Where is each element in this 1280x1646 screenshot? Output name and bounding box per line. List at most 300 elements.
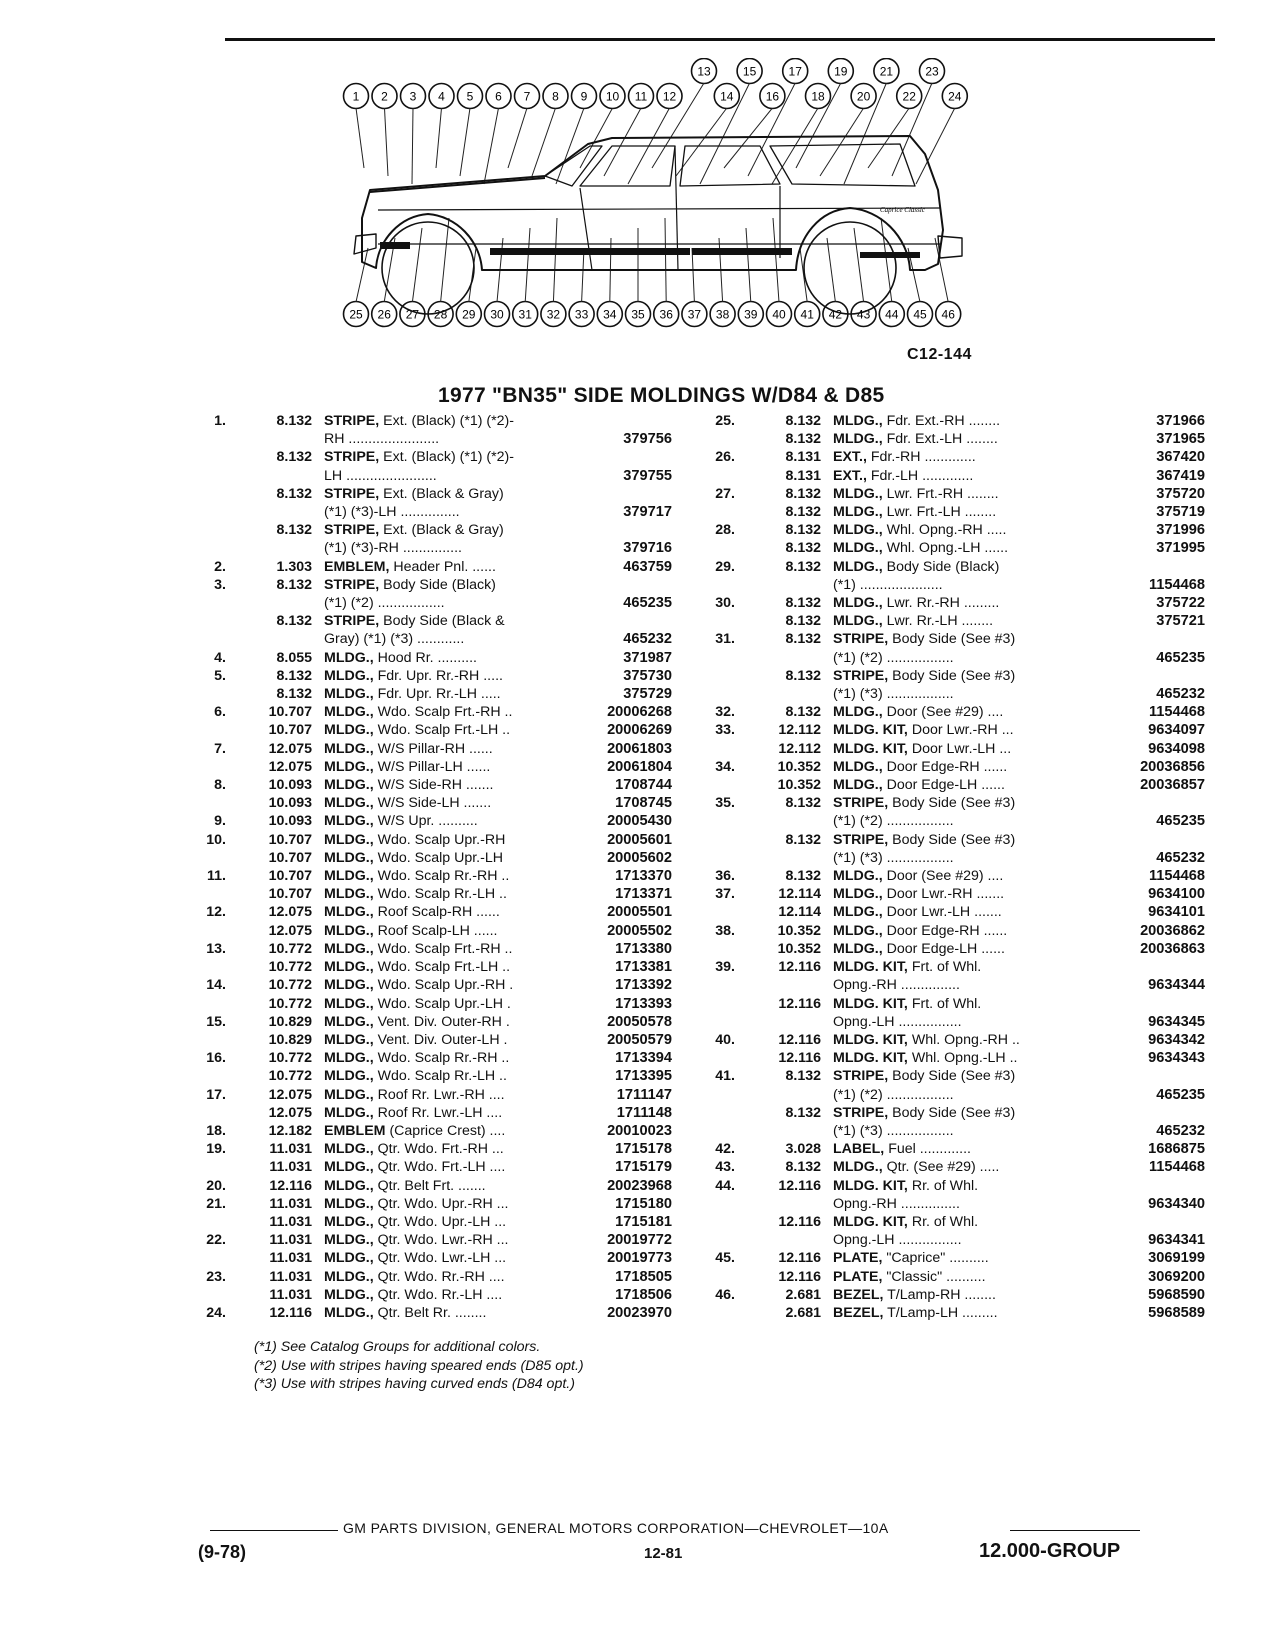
description-text: Ext. (Black & Gray) — [383, 522, 504, 539]
catalog-group: 2.681 — [785, 1286, 821, 1303]
catalog-group: 8.132 — [785, 504, 821, 521]
catalog-group: 10.772 — [268, 959, 312, 976]
catalog-group: 8.132 — [276, 667, 312, 684]
part-name: LABEL, — [833, 1141, 885, 1158]
part-row — [705, 758, 1205, 776]
catalog-group: 11.031 — [269, 1159, 312, 1176]
part-row — [705, 448, 1205, 466]
part-row — [705, 1067, 1205, 1103]
part-description-line — [833, 849, 1205, 867]
ref-number: 13. — [206, 940, 226, 957]
part-row — [196, 521, 672, 557]
description-text: (*1) (*3) ................. — [833, 849, 954, 866]
part-description-line — [324, 521, 672, 539]
part-number: 379755 — [623, 467, 672, 484]
ref-number: 22. — [206, 1232, 226, 1249]
part-name: MLDG., — [324, 1304, 374, 1321]
part-description-line — [833, 685, 1205, 703]
catalog-group: 10.352 — [777, 940, 821, 957]
description-text: (*1) (*3)-RH ............... — [324, 540, 462, 557]
part-row — [196, 776, 672, 794]
ref-number: 28. — [715, 522, 735, 539]
part-row — [196, 1140, 672, 1158]
ref-number: 32. — [715, 704, 735, 721]
part-name: MLDG., — [324, 849, 374, 866]
part-name: MLDG., — [324, 777, 374, 794]
part-number: 465235 — [1156, 1086, 1205, 1103]
description-text: Door Lwr.-LH ... — [911, 740, 1012, 757]
description-text: (*1) (*2) ................. — [324, 595, 445, 612]
description-text: Lwr. Rr.-RH ......... — [886, 595, 1000, 612]
part-row — [705, 1104, 1205, 1140]
callout-number: 28 — [433, 307, 448, 322]
description-text: (*1) (*3) ................. — [833, 686, 954, 703]
part-row — [196, 1286, 672, 1304]
description-text: Body Side (Black & — [383, 613, 505, 630]
car-body-outline — [354, 136, 962, 314]
catalog-group: 10.352 — [777, 777, 821, 794]
part-row — [196, 685, 672, 703]
catalog-group: 10.707 — [268, 722, 312, 739]
part-row — [196, 812, 672, 830]
callout-number: 23 — [925, 64, 939, 79]
part-row — [196, 1049, 672, 1067]
part-name: PLATE, — [833, 1250, 883, 1267]
catalog-group: 11.031 — [269, 1195, 312, 1212]
part-row — [196, 1213, 672, 1231]
part-name: MLDG., — [324, 667, 374, 684]
part-description-line — [324, 649, 672, 667]
part-name: MLDG., — [324, 1104, 374, 1121]
part-name: MLDG., — [324, 831, 374, 848]
part-row — [196, 1067, 672, 1085]
catalog-group: 12.116 — [778, 1268, 821, 1285]
part-description-line — [324, 430, 672, 448]
catalog-group: 10.829 — [268, 1031, 312, 1048]
part-number: 20005601 — [607, 831, 672, 848]
part-row — [705, 521, 1205, 539]
ref-number: 37. — [715, 886, 735, 903]
description-text: W/S Pillar-LH ...... — [377, 758, 491, 775]
ref-number: 20. — [206, 1177, 226, 1194]
part-name: MLDG., — [324, 1086, 374, 1103]
part-number: 1686875 — [1148, 1141, 1205, 1158]
part-number: 465232 — [1156, 686, 1205, 703]
description-text: Roof Scalp-RH ...... — [377, 904, 500, 921]
ref-number: 27. — [715, 485, 735, 502]
part-name: MLDG., — [324, 1232, 374, 1249]
part-row — [196, 794, 672, 812]
part-row — [196, 721, 672, 739]
part-number: 20005502 — [607, 922, 672, 939]
description-text: Lwr. Frt.-LH ........ — [886, 504, 997, 521]
part-number: 5968589 — [1148, 1304, 1205, 1321]
part-row — [705, 1049, 1205, 1067]
part-number: 1713395 — [615, 1068, 672, 1085]
ref-number: 42. — [715, 1141, 735, 1158]
part-row — [196, 1268, 672, 1286]
part-name: MLDG., — [324, 1031, 374, 1048]
description-text: (Caprice Crest) .... — [389, 1122, 506, 1139]
part-name: MLDG. KIT, — [833, 959, 908, 976]
description-text: Lwr. Frt.-RH ........ — [886, 485, 999, 502]
part-name: STRIPE, — [833, 831, 889, 848]
description-text: Wdo. Scalp Rr.-LH .. — [377, 1068, 507, 1085]
ref-number: 18. — [206, 1122, 226, 1139]
part-row — [196, 703, 672, 721]
description-text: Door Lwr.-LH ....... — [886, 904, 1002, 921]
part-row — [705, 831, 1205, 867]
footnotes — [254, 1338, 584, 1394]
description-text: Body Side (Black) — [886, 558, 1000, 575]
callout-number: 27 — [405, 307, 420, 322]
part-number: 20036863 — [1140, 940, 1205, 957]
description-text: Wdo. Scalp Upr.-RH — [377, 831, 506, 848]
part-description-line — [833, 448, 1205, 466]
part-number: 3069199 — [1148, 1250, 1205, 1267]
part-description-line — [833, 649, 1205, 667]
part-description-line — [833, 958, 1205, 976]
part-description-line — [324, 503, 672, 521]
part-number: 20010023 — [607, 1122, 672, 1139]
part-row — [196, 1177, 672, 1195]
part-name: BEZEL, — [833, 1304, 884, 1321]
callouts-top — [344, 59, 968, 109]
part-name: MLDG., — [324, 686, 374, 703]
part-description-line — [833, 1177, 1205, 1195]
callout-number: 2 — [381, 89, 388, 104]
part-name: MLDG., — [324, 1286, 374, 1303]
catalog-group: 8.132 — [276, 449, 312, 466]
part-row — [705, 503, 1205, 521]
catalog-group: 8.132 — [785, 631, 821, 648]
part-name: MLDG., — [833, 540, 883, 557]
part-number: 20036862 — [1140, 922, 1205, 939]
part-name: MLDG., — [833, 613, 883, 630]
description-text: Wdo. Scalp Frt.-RH .. — [377, 704, 513, 721]
catalog-group: 11.031 — [269, 1268, 312, 1285]
callout-number: 10 — [605, 89, 620, 104]
part-number: 1713392 — [615, 977, 672, 994]
part-name: EXT., — [833, 467, 867, 484]
ref-number: 24. — [206, 1304, 226, 1321]
part-name: MLDG., — [833, 504, 883, 521]
callout-number: 43 — [856, 307, 871, 322]
part-number: 3069200 — [1148, 1268, 1205, 1285]
callout-number: 4 — [438, 89, 445, 104]
part-row — [196, 1086, 672, 1104]
description-text: W/S Upr. .......... — [377, 813, 478, 830]
callout-number: 17 — [788, 64, 802, 79]
callout-number: 14 — [720, 89, 734, 104]
part-row — [705, 485, 1205, 503]
part-row — [196, 667, 672, 685]
part-name: EXT., — [833, 449, 867, 466]
part-name: MLDG., — [324, 1177, 374, 1194]
part-name: MLDG., — [324, 1141, 374, 1158]
part-description-line — [324, 539, 672, 557]
catalog-group: 8.132 — [785, 413, 821, 429]
footnote: (*2) Use with stripes having speared ends (D85 opt.) — [254, 1357, 584, 1374]
part-row — [705, 1140, 1205, 1158]
callout-number: 42 — [828, 307, 843, 322]
part-number: 1713394 — [615, 1050, 672, 1067]
catalog-group: 8.131 — [785, 467, 821, 484]
callout-number: 32 — [546, 307, 561, 322]
part-name: STRIPE, — [833, 1068, 889, 1085]
callout-number: 18 — [811, 89, 825, 104]
part-number: 20006269 — [607, 722, 672, 739]
callout-number: 16 — [765, 89, 780, 104]
callout-number: 31 — [518, 307, 532, 322]
part-name: MLDG., — [833, 522, 883, 539]
part-description-line — [833, 1104, 1205, 1122]
callout-number: 37 — [687, 307, 702, 322]
part-number: 9634344 — [1148, 977, 1205, 994]
callout-number: 46 — [941, 307, 955, 322]
catalog-group: 12.075 — [268, 1104, 312, 1121]
part-row — [196, 1031, 672, 1049]
part-name: MLDG., — [324, 813, 374, 830]
callout-number: 1 — [352, 89, 360, 104]
ref-number: 40. — [715, 1031, 735, 1048]
part-number: 375722 — [1156, 595, 1205, 612]
catalog-group: 11.031 — [269, 1213, 312, 1230]
part-number: 1154468 — [1148, 1159, 1205, 1176]
part-description-line — [324, 448, 672, 466]
part-number: 1154468 — [1148, 704, 1205, 721]
part-number: 465235 — [623, 595, 672, 612]
ref-number: 35. — [715, 795, 735, 812]
catalog-group: 12.116 — [778, 1250, 821, 1267]
description-text: Fdr. Upr. Rr.-LH ..... — [377, 686, 501, 703]
part-row — [705, 1213, 1205, 1249]
callout-number: 6 — [495, 89, 502, 104]
ref-number: 9. — [214, 813, 226, 830]
part-description-line — [833, 995, 1205, 1013]
catalog-group: 12.116 — [778, 959, 821, 976]
part-row — [196, 1158, 672, 1176]
catalog-group: 8.055 — [276, 649, 312, 666]
catalog-group: 10.707 — [268, 849, 312, 866]
footnote: (*3) Use with stripes having curved ends (D84 opt.) — [254, 1376, 575, 1392]
ref-number: 23. — [206, 1268, 226, 1285]
part-row — [705, 612, 1205, 630]
part-description-line — [833, 503, 1205, 521]
callout-number: 15 — [742, 64, 757, 79]
part-row — [196, 940, 672, 958]
part-row — [705, 1249, 1205, 1267]
callout-number: 8 — [552, 89, 559, 104]
part-description-line — [324, 594, 672, 612]
callout-number: 20 — [856, 89, 871, 104]
part-number: 1154468 — [1148, 868, 1205, 885]
part-name: MLDG., — [324, 886, 374, 903]
catalog-group: 12.112 — [778, 740, 821, 757]
catalog-group: 8.132 — [785, 831, 821, 848]
part-row — [196, 649, 672, 667]
part-number: 1713370 — [615, 868, 672, 885]
part-row — [705, 558, 1205, 594]
callout-number: 9 — [580, 89, 588, 104]
part-row — [705, 467, 1205, 485]
description-text: Gray) (*1) (*3) ............ — [324, 631, 465, 648]
part-number: 20019772 — [607, 1232, 672, 1249]
catalog-group: 8.132 — [785, 540, 821, 557]
part-name: MLDG., — [324, 940, 374, 957]
part-number: 1713371 — [615, 886, 672, 903]
part-description-line — [833, 1067, 1205, 1085]
catalog-group: 10.829 — [268, 1013, 312, 1030]
part-name: MLDG. KIT, — [833, 1213, 908, 1230]
catalog-group: 12.114 — [778, 886, 821, 903]
ref-number: 14. — [206, 977, 226, 994]
catalog-group: 10.352 — [777, 758, 821, 775]
part-number: 375720 — [1156, 485, 1205, 502]
part-name: MLDG., — [833, 431, 883, 448]
part-number: 379756 — [623, 431, 672, 448]
part-description-line — [324, 612, 672, 630]
car-side-diagram — [340, 58, 1000, 340]
description-text: Whl. Opng.-LH ...... — [886, 540, 1009, 557]
description-text: Body Side (See #3) — [892, 795, 1016, 812]
part-row — [705, 703, 1205, 721]
part-number: 367419 — [1156, 467, 1205, 484]
part-number: 379716 — [623, 540, 672, 557]
description-text: Fdr.-LH ............. — [870, 467, 974, 484]
part-name: MLDG., — [833, 595, 883, 612]
part-description-line — [833, 558, 1205, 576]
part-number: 465235 — [1156, 649, 1205, 666]
part-number: 1715180 — [615, 1195, 672, 1212]
part-number: 367420 — [1156, 449, 1205, 466]
description-text: Frt. of Whl. — [911, 995, 982, 1012]
description-text: (*1) (*3)-LH ............... — [324, 504, 460, 521]
part-number: 20061803 — [607, 740, 672, 757]
part-number: 1715179 — [615, 1159, 672, 1176]
part-name: MLDG., — [324, 704, 374, 721]
catalog-group: 8.132 — [276, 485, 312, 502]
description-text: LH ....................... — [324, 467, 437, 484]
catalog-group: 12.116 — [778, 1050, 821, 1067]
description-text: Wdo. Scalp Rr.-RH .. — [377, 868, 510, 885]
callout-number: 45 — [913, 307, 927, 322]
ref-number: 3. — [214, 576, 226, 593]
part-number: 1718506 — [615, 1286, 672, 1303]
part-name: MLDG., — [324, 649, 374, 666]
description-text: Door (See #29) .... — [886, 868, 1004, 885]
description-text: (*1) (*2) ................. — [833, 813, 954, 830]
part-description-line — [833, 612, 1205, 630]
description-text: Wdo. Scalp Upr.-LH . — [377, 995, 511, 1012]
callout-number: 34 — [603, 307, 617, 322]
description-text: Body Side (See #3) — [892, 1104, 1016, 1121]
part-number: 9634101 — [1148, 904, 1205, 921]
callout-number: 36 — [659, 307, 673, 322]
description-text: Vent. Div. Outer-LH . — [377, 1031, 508, 1048]
description-text: W/S Side-LH ....... — [377, 795, 492, 812]
part-name: MLDG., — [324, 922, 374, 939]
part-description-line — [833, 430, 1205, 448]
catalog-group: 10.093 — [268, 777, 312, 794]
part-row — [705, 1158, 1205, 1176]
part-name: MLDG., — [833, 704, 883, 721]
part-number: 1715178 — [615, 1141, 672, 1158]
catalog-group: 10.093 — [268, 795, 312, 812]
part-row — [705, 594, 1205, 612]
description-text: W/S Pillar-RH ...... — [377, 740, 493, 757]
catalog-group: 1.303 — [276, 558, 312, 575]
part-number: 5968590 — [1148, 1286, 1205, 1303]
ref-number: 36. — [715, 868, 735, 885]
description-text: Whl. Opng.-LH .. — [911, 1050, 1018, 1067]
ref-number: 43. — [715, 1159, 735, 1176]
ref-number: 33. — [715, 722, 735, 739]
part-name: MLDG., — [833, 558, 883, 575]
description-text: Frt. of Whl. — [911, 959, 982, 976]
parts-list-right — [705, 412, 1205, 1322]
part-row — [196, 995, 672, 1013]
part-row — [196, 1249, 672, 1267]
ref-number: 15. — [206, 1013, 226, 1030]
part-description-line — [324, 576, 672, 594]
callout-number: 35 — [631, 307, 645, 322]
part-row — [705, 903, 1205, 921]
description-text: Lwr. Rr.-LH ........ — [886, 613, 994, 630]
description-text: (*1) (*3) ................. — [833, 1122, 954, 1139]
callout-number: 40 — [772, 307, 786, 322]
part-number: 1713380 — [615, 940, 672, 957]
callout-number: 5 — [466, 89, 474, 104]
part-name: STRIPE, — [324, 449, 380, 466]
part-name: EMBLEM, — [324, 558, 390, 575]
part-row — [196, 849, 672, 867]
part-name: MLDG., — [324, 1013, 374, 1030]
part-name: MLDG., — [324, 1195, 374, 1212]
part-row — [705, 430, 1205, 448]
part-row — [705, 740, 1205, 758]
part-name: MLDG., — [833, 777, 883, 794]
catalog-group: 10.772 — [268, 1068, 312, 1085]
part-number: 1711147 — [616, 1086, 672, 1103]
catalog-group: 12.075 — [268, 758, 312, 775]
catalog-group: 11.031 — [269, 1286, 312, 1303]
part-number: 371966 — [1156, 413, 1205, 429]
part-row — [705, 412, 1205, 430]
part-row — [705, 794, 1205, 830]
catalog-group: 8.132 — [785, 795, 821, 812]
part-row — [705, 958, 1205, 994]
description-text: Qtr. Wdo. Rr.-LH .... — [377, 1286, 503, 1303]
footnote: (*1) See Catalog Groups for additional colors. — [254, 1339, 541, 1355]
part-name: STRIPE, — [324, 522, 380, 539]
callout-number: 26 — [377, 307, 391, 322]
catalog-group: 8.132 — [276, 613, 312, 630]
catalog-group: 8.132 — [276, 686, 312, 703]
part-row — [705, 1177, 1205, 1213]
description-text: Qtr. Wdo. Lwr.-RH ... — [377, 1232, 509, 1249]
part-number: 20061804 — [607, 758, 672, 775]
catalog-group: 11.031 — [269, 1232, 312, 1249]
catalog-group: 10.772 — [268, 940, 312, 957]
part-number: 9634098 — [1148, 740, 1205, 757]
ref-number: 1. — [214, 413, 226, 429]
part-number: 379717 — [623, 504, 672, 521]
part-number: 9634100 — [1148, 886, 1205, 903]
part-name: MLDG., — [324, 1250, 374, 1267]
description-text: Qtr. Wdo. Upr.-RH ... — [377, 1195, 509, 1212]
part-row — [196, 448, 672, 484]
